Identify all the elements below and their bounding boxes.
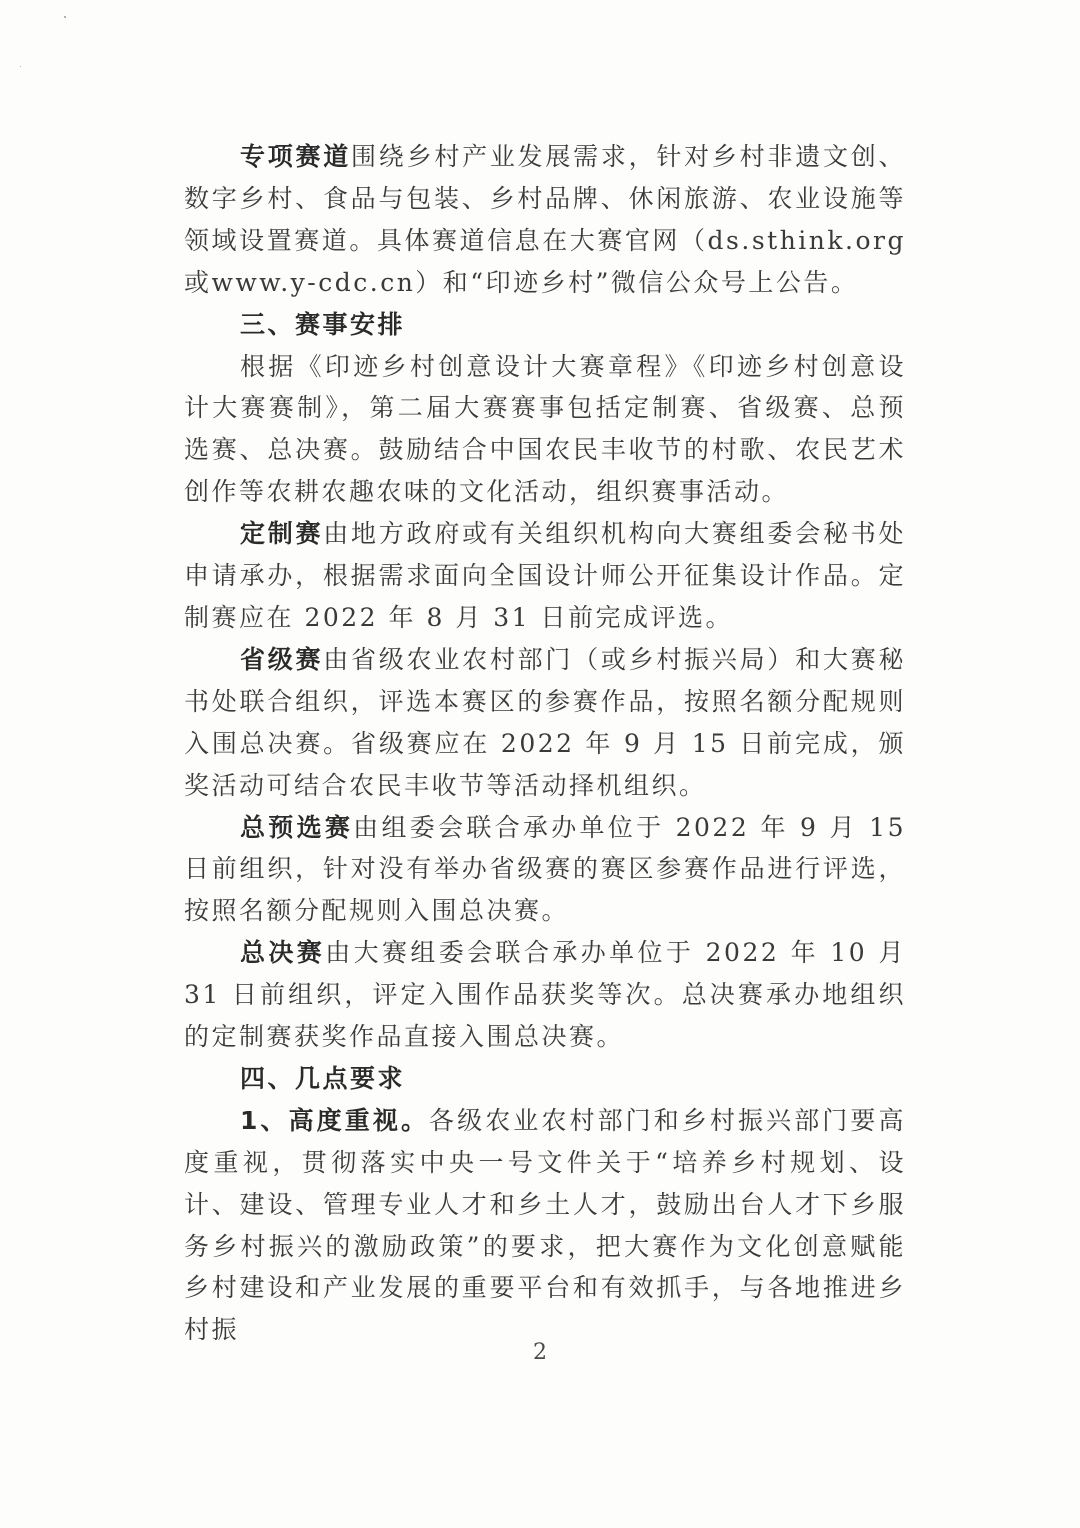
lead-requirement-1: 1、高度重视。 bbox=[240, 1105, 430, 1135]
scan-speck bbox=[20, 66, 21, 67]
lead-special-tracks: 专项赛道 bbox=[240, 142, 352, 171]
paragraph-text: 由地方政府或有关组织机构向大赛组委会秘书处申请承办，根据需求面向全国设计师公开征集设计作品。定制赛应在 2022 年 8 月 31 日前完成评选。 bbox=[184, 519, 906, 632]
paragraph-text: 各级农业农村部门和乡村振兴部门要高度重视，贯彻落实中央一号文件关于“培养乡村规划、设计、建设、管理专业人才和乡土人才，鼓励出台人才下乡服务乡村振兴的激励政策”的要求，把大赛作为文化创意赋能乡村建设和产业发展的重要平台和有效抓手，与各地推进乡村振 bbox=[184, 1105, 906, 1345]
paragraph-text: 根据《印迹乡村创意设计大赛章程》《印迹乡村创意设计大赛赛制》，第二届大赛赛事包括定制赛、省级赛、总预选赛、总决赛。鼓励结合中国农民丰收节的村歌、农民艺术创作等农耕农趣农味的文化活动，组织赛事活动。 bbox=[184, 351, 906, 507]
lead-preliminary-contest: 总预选赛 bbox=[240, 812, 354, 842]
paragraph-preliminary-contest bbox=[184, 807, 906, 933]
scan-speck bbox=[64, 16, 66, 18]
heading-requirements: 四、几点要求 bbox=[240, 1063, 406, 1093]
paragraph-custom-contest bbox=[184, 513, 906, 639]
paragraph-schedule-intro bbox=[184, 346, 906, 514]
paragraph-final-contest bbox=[184, 932, 906, 1058]
lead-final-contest: 总决赛 bbox=[240, 938, 326, 968]
paragraph-text: 由大赛组委会联合承办单位于 2022 年 10 月 31 日前组织，评定入围作品获奖等次。总决赛承办地组织的定制赛获奖作品直接入围总决赛。 bbox=[184, 938, 906, 1052]
paragraph-text: 由省级农业农村部门（或乡村振兴局）和大赛秘书处联合组织，评选本赛区的参赛作品，按照名额分配规则入围总决赛。省级赛应在 2022 年 9 月 15 日前完成，颁奖活动可结合农民丰收节等活动择机组织。 bbox=[184, 644, 906, 800]
paragraph-special-tracks bbox=[184, 136, 906, 304]
lead-custom-contest: 定制赛 bbox=[240, 519, 324, 549]
body-text bbox=[184, 136, 906, 1351]
page-number: 2 bbox=[533, 1340, 547, 1365]
paragraph-text: 由组委会联合承办单位于 2022 年 9 月 15 日前组织，针对没有举办省级赛的赛区参赛作品进行评选，按照名额分配规则入围总决赛。 bbox=[184, 812, 906, 926]
lead-provincial-contest: 省级赛 bbox=[240, 644, 324, 674]
paragraph-requirement-1 bbox=[184, 1100, 906, 1351]
heading-schedule: 三、赛事安排 bbox=[240, 309, 406, 339]
paragraph-text: 围绕乡村产业发展需求，针对乡村非遗文创、数字乡村、食品与包装、乡村品牌、休闲旅游、农业设施等领域设置赛道。具体赛道信息在大赛官网（ds.sthink.org或www.y-cdc.cn）和“印迹乡村”微信公众号上公告。 bbox=[184, 142, 906, 297]
paragraph-provincial-contest bbox=[184, 639, 906, 807]
